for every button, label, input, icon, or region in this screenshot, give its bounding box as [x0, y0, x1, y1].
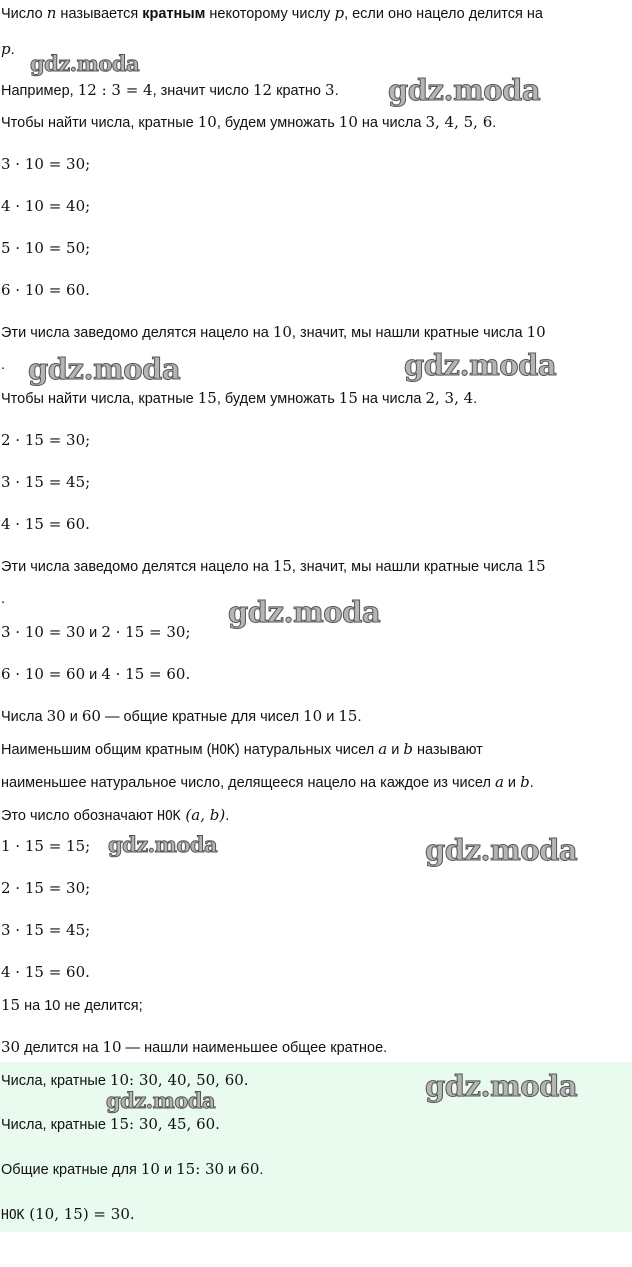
variable-n: n	[46, 4, 57, 22]
text: Эти числа заведомо делятся нацело на	[1, 325, 273, 341]
multiples-of-15-intro	[1, 389, 477, 408]
text: и	[85, 625, 102, 641]
watermark: gdz.moda	[106, 1088, 216, 1113]
math: 15	[272, 557, 292, 575]
watermark: gdz.moda	[425, 833, 578, 867]
text: называют	[412, 742, 483, 758]
variable-p: p	[334, 4, 345, 22]
text: и	[159, 1162, 177, 1178]
text: Эти числа заведомо делятся нацело на	[1, 559, 273, 575]
lcm-definition-line-1	[1, 740, 483, 760]
period: .	[1, 591, 6, 607]
definition-line-2	[1, 40, 15, 59]
math: 2, 3, 4	[425, 389, 474, 407]
text: называется	[56, 6, 143, 22]
answer-lcm	[1, 1205, 135, 1225]
text: и	[85, 667, 102, 683]
common-multiples-line	[1, 707, 361, 726]
math: 3 · 10 = 30	[1, 623, 86, 641]
math: 15	[176, 1160, 196, 1178]
math: 12	[253, 81, 273, 99]
math: 3, 4, 5, 6	[425, 113, 493, 131]
text: и	[322, 709, 339, 725]
math: 3	[325, 81, 335, 99]
text: , значит, мы нашли кратные числа	[291, 325, 527, 341]
math: 6 · 10 = 60	[1, 665, 86, 683]
text: на числа	[357, 391, 426, 407]
math: : 30	[195, 1160, 225, 1178]
lcm-definition-line-2	[1, 773, 534, 792]
text: Число	[1, 6, 47, 22]
conclusion-15	[1, 557, 546, 576]
text: и	[65, 709, 82, 725]
answer-common-multiples	[1, 1160, 263, 1179]
math: 15	[526, 557, 546, 575]
lcm-notation-line	[1, 806, 229, 826]
equation: 2 · 15 = 30;	[1, 431, 91, 449]
equation: 4 · 10 = 40;	[1, 197, 91, 215]
text: Это число обозначают	[1, 808, 158, 824]
text: Числа	[1, 709, 47, 725]
text: — общие кратные для чисел	[100, 709, 304, 725]
text: , если оно нацело делится на	[344, 6, 543, 22]
text: .	[334, 83, 339, 99]
math: 60	[240, 1160, 260, 1178]
text: и	[224, 1162, 241, 1178]
text: .	[492, 115, 497, 131]
lcm-abbrev: НОК	[211, 743, 235, 758]
math: 2 · 15 = 30;	[101, 623, 191, 641]
math: 30	[46, 707, 66, 725]
watermark: gdz.moda	[404, 348, 557, 382]
math: (10, 15) = 30.	[24, 1205, 135, 1223]
equation: 3 · 15 = 45;	[1, 473, 91, 491]
equation: 2 · 15 = 30;	[1, 879, 91, 897]
math: 10	[303, 707, 323, 725]
text: — нашли наименьшее общее кратное.	[121, 1040, 388, 1056]
math: 15	[1, 996, 21, 1014]
watermark: gdz.moda	[28, 352, 181, 386]
text: .	[529, 775, 534, 791]
math: 10	[272, 323, 292, 341]
text: ) натуральных чисел	[234, 742, 379, 758]
text: .	[357, 709, 362, 725]
text: .	[225, 808, 230, 824]
text: Числа, кратные	[1, 1073, 110, 1089]
text: и	[387, 742, 404, 758]
math: 10	[526, 323, 546, 341]
math: 15	[338, 389, 358, 407]
common-equation-30	[1, 623, 191, 642]
definition-line-1	[1, 4, 543, 23]
math: 10	[109, 1071, 130, 1089]
text: и	[503, 775, 521, 791]
math: : 30, 45, 60.	[129, 1115, 220, 1133]
watermark: gdz.moda	[388, 73, 541, 107]
watermark: gdz.moda	[425, 1069, 578, 1103]
text: .	[259, 1162, 264, 1178]
equation: 1 · 15 = 15;	[1, 837, 91, 855]
text: делится на	[20, 1040, 103, 1056]
text: наименьшее натуральное число, делящееся нацело на каждое из чисел	[1, 775, 495, 791]
text: некоторому числу	[205, 6, 335, 22]
text: , значит число	[152, 83, 253, 99]
watermark: gdz.moda	[108, 832, 218, 857]
lcm-abbrev: НОК	[1, 1208, 25, 1223]
text: Чтобы найти числа, кратные	[1, 391, 198, 407]
period: .	[1, 357, 6, 373]
lcm-abbrev: НОК	[157, 809, 181, 824]
variable-p: p	[1, 40, 11, 58]
text: Общие кратные для	[1, 1162, 141, 1178]
term-multiple: кратным	[142, 6, 206, 22]
math: 12 : 3 = 4	[77, 81, 153, 99]
equation: 6 · 10 = 60.	[1, 281, 90, 299]
equation: 4 · 15 = 60.	[1, 963, 90, 981]
math: 4 · 15 = 60.	[101, 665, 191, 683]
text: кратно	[272, 83, 326, 99]
math: 10	[338, 113, 358, 131]
text: .	[10, 42, 15, 58]
math: 10	[102, 1038, 122, 1056]
variable-b: b	[520, 773, 530, 791]
equation: 3 · 15 = 45;	[1, 921, 91, 939]
math: 30	[1, 1038, 21, 1056]
math: 15	[197, 389, 217, 407]
not-divisible-line	[1, 996, 143, 1015]
divisible-line	[1, 1038, 387, 1057]
text: , значит, мы нашли кратные числа	[291, 559, 527, 575]
math: : 30, 40, 50, 60.	[129, 1071, 249, 1089]
example-line	[1, 81, 339, 100]
text: Например,	[1, 83, 78, 99]
equation: 4 · 15 = 60.	[1, 515, 90, 533]
answer-multiples-15	[1, 1115, 220, 1134]
watermark: gdz.moda	[228, 595, 381, 629]
text: .	[473, 391, 478, 407]
common-equation-60	[1, 665, 190, 684]
equation: 3 · 10 = 30;	[1, 155, 91, 173]
text: на числа	[357, 115, 426, 131]
variable-a: a	[494, 773, 504, 791]
watermark: gdz.moda	[30, 51, 140, 76]
variable-a: a	[378, 740, 388, 758]
conclusion-10	[1, 323, 546, 342]
math: 60	[81, 707, 101, 725]
text: , будем умножать	[216, 115, 339, 131]
math: 10	[140, 1160, 160, 1178]
text: Чтобы найти числа, кратные	[1, 115, 198, 131]
math: 15	[338, 707, 358, 725]
text: , будем умножать	[216, 391, 339, 407]
text: Наименьшим общим кратным (	[1, 742, 212, 758]
variable-b: b	[403, 740, 413, 758]
math: 10	[197, 113, 217, 131]
math: 15	[109, 1115, 130, 1133]
math: (a, b)	[180, 806, 226, 824]
multiples-of-10-intro	[1, 113, 496, 132]
equation: 5 · 10 = 50;	[1, 239, 91, 257]
text: на 10 не делится;	[20, 998, 143, 1014]
text: Числа, кратные	[1, 1117, 110, 1133]
